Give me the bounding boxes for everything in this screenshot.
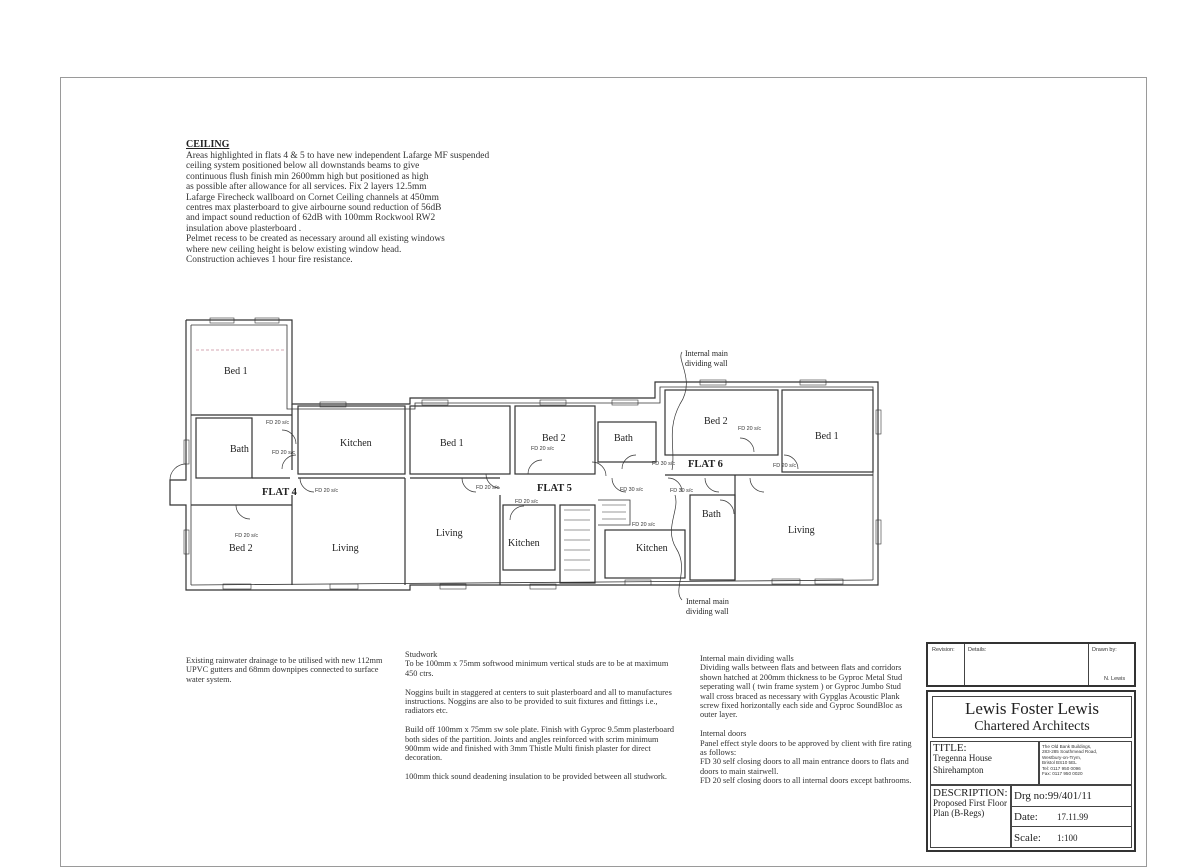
room-label: Bed 2: [542, 433, 566, 444]
door-tag: FD 20 s/c: [476, 485, 500, 491]
date-value: 17.11.99: [1057, 812, 1089, 822]
door-tag: FD 20 s/c: [235, 533, 259, 539]
door-tag: FD 20 s/c: [266, 420, 290, 426]
address-cell: [1038, 741, 1132, 785]
scale-value: 1:100: [1057, 833, 1078, 843]
ceiling-spec-text: Areas highlighted in flats 4 & 5 to have new independent Lafarge MF suspended ceiling system positioned below all downstands beams to give continuous flush finish min 2600mm high but positioned as high as possible after allowance for all services. Fix 2 layers 12.5mm Lafarge Firecheck wallboard on Cornet Ceiling channels at 450mm centres max plasterboard to give airbourne sound reduction of 56dB and impact sound reduction of 62dB with 100mm Rockwool RW2 insulation above plasterboard . Pelmet recess to be created as necessary around all existing windows where new ceiling height is below existing window head. Construction achieves 1 hour fire resistance.: [186, 151, 490, 266]
details-label: Details:: [968, 647, 987, 653]
description-cell: [930, 785, 1012, 848]
room-label: Bath: [614, 433, 633, 444]
room-label: Kitchen: [636, 543, 668, 554]
flat-label: FLAT 4: [262, 487, 297, 498]
room-label: Bath: [702, 509, 721, 520]
room-label: Bed 1: [224, 366, 248, 377]
firm-box: [932, 696, 1132, 738]
annotation-top-line1: Internal main: [685, 349, 728, 358]
description-label: DESCRIPTION:: [933, 787, 1008, 799]
revision-label: Revision:: [932, 647, 955, 653]
firm-address: The Old Bank Buildings, 283-285 Southmead Road, Westbury-on-Trym, Bristol BS10 5EL Tel: 0117 950 0096 Fax: 0117 950 0020: [1042, 744, 1098, 777]
door-tag: FD 20 s/c: [315, 488, 339, 494]
revision-box: [926, 642, 1136, 687]
door-tag: FD 20 s/c: [632, 522, 656, 528]
door-tag: FD 20 s/c: [738, 426, 762, 432]
door-tag: FD 20 s/c: [515, 499, 539, 505]
description-line1: Proposed First Floor: [933, 798, 1008, 808]
door-tag: FD 20 s/c: [773, 463, 797, 469]
annotation-top-line2: dividing wall: [685, 359, 728, 368]
flat-label: FLAT 5: [537, 483, 572, 494]
description-line2: Plan (B-Regs): [933, 807, 985, 818]
room-label: Living: [332, 543, 359, 554]
title-line1: Tregenna House: [933, 753, 992, 763]
room-label: Kitchen: [508, 538, 540, 549]
door-tag: FD 30 s/c: [620, 487, 644, 493]
door-tag: FD 30 s/c: [652, 461, 676, 467]
title-label: TITLE:: [933, 742, 967, 754]
date-label: Date:: [1014, 811, 1038, 823]
flat-label: FLAT 6: [688, 459, 723, 470]
drainage-note: Existing rainwater drainage to be utilised with new 112mm UPVC gutters and 68mm downpipes connected to surface water system.: [186, 656, 383, 684]
date-cell: [1010, 806, 1132, 827]
firm-name: Lewis Foster Lewis: [964, 699, 1100, 718]
annotation-bottom-line1: Internal main: [686, 597, 729, 606]
firm-subtitle: Chartered Architects: [974, 719, 1090, 734]
room-label: Living: [788, 525, 815, 536]
room-label: Bath: [230, 444, 249, 455]
title-block: [926, 690, 1136, 852]
drawn-by-value: N. Lewis: [1104, 676, 1126, 682]
drawn-by-label: Drawn by:: [1092, 647, 1117, 653]
room-label: Kitchen: [340, 438, 372, 449]
title-cell: [930, 741, 1040, 785]
studwork-note: Studwork To be 100mm x 75mm softwood minimum vertical studs are to be at maximum 450 ctrs. Noggins built in staggered at centers to suit plasterboard and all to manufactures instructions. Noggins are also to be provided to suit fixtures and fittings i.e., radiators etc. Build off 100mm x 75mm sw sole plate. Finish with Gyproc 9.5mm plasterboard both sides of the partition. Joints and angles reinforced with scrim minimum 900mm wide and finished with 3mm Thistle Multi finish plaster for direct decoration. 100mm thick sound deadening insulation to be provided between all studwork.: [405, 650, 675, 782]
drawing-number: Drg no:99/401/11: [1014, 790, 1092, 802]
drawing-number-cell: [1010, 785, 1132, 807]
scale-cell: [1010, 826, 1132, 848]
walls-doors-note: Internal main dividing walls Dividing walls between flats and between flats and corridors shown hatched at 200mm thickness to be Gyproc Metal Stud seperating wall ( twin frame system ) or Gyproc Jumbo Stud wall cross braced as necessary with Gypglas Acoustic Plank screw fixed horizontally each side and Gyproc SoundBloc as outer layer. Internal doors Panel effect style doors to be approved by client with fire rating as follows: FD 30 self closing doors to all main entrance doors to flats and doors to main stairwell. FD 20 self closing doors to all internal doors except bathrooms.: [700, 654, 912, 786]
room-label: Bed 1: [440, 438, 464, 449]
door-tag: FD 30 s/c: [670, 488, 694, 494]
title-line2: Shirehampton: [933, 764, 984, 775]
annotation-bottom-line2: dividing wall: [686, 607, 729, 616]
room-label: Living: [436, 528, 463, 539]
room-label: Bed 2: [704, 416, 728, 427]
door-tag: FD 20 s/c: [272, 450, 296, 456]
room-label: Bed 1: [815, 431, 839, 442]
door-tag: FD 20 s/c: [531, 446, 555, 452]
ceiling-heading: CEILING: [186, 139, 230, 150]
room-label: Bed 2: [229, 543, 253, 554]
scale-label: Scale:: [1014, 832, 1041, 844]
